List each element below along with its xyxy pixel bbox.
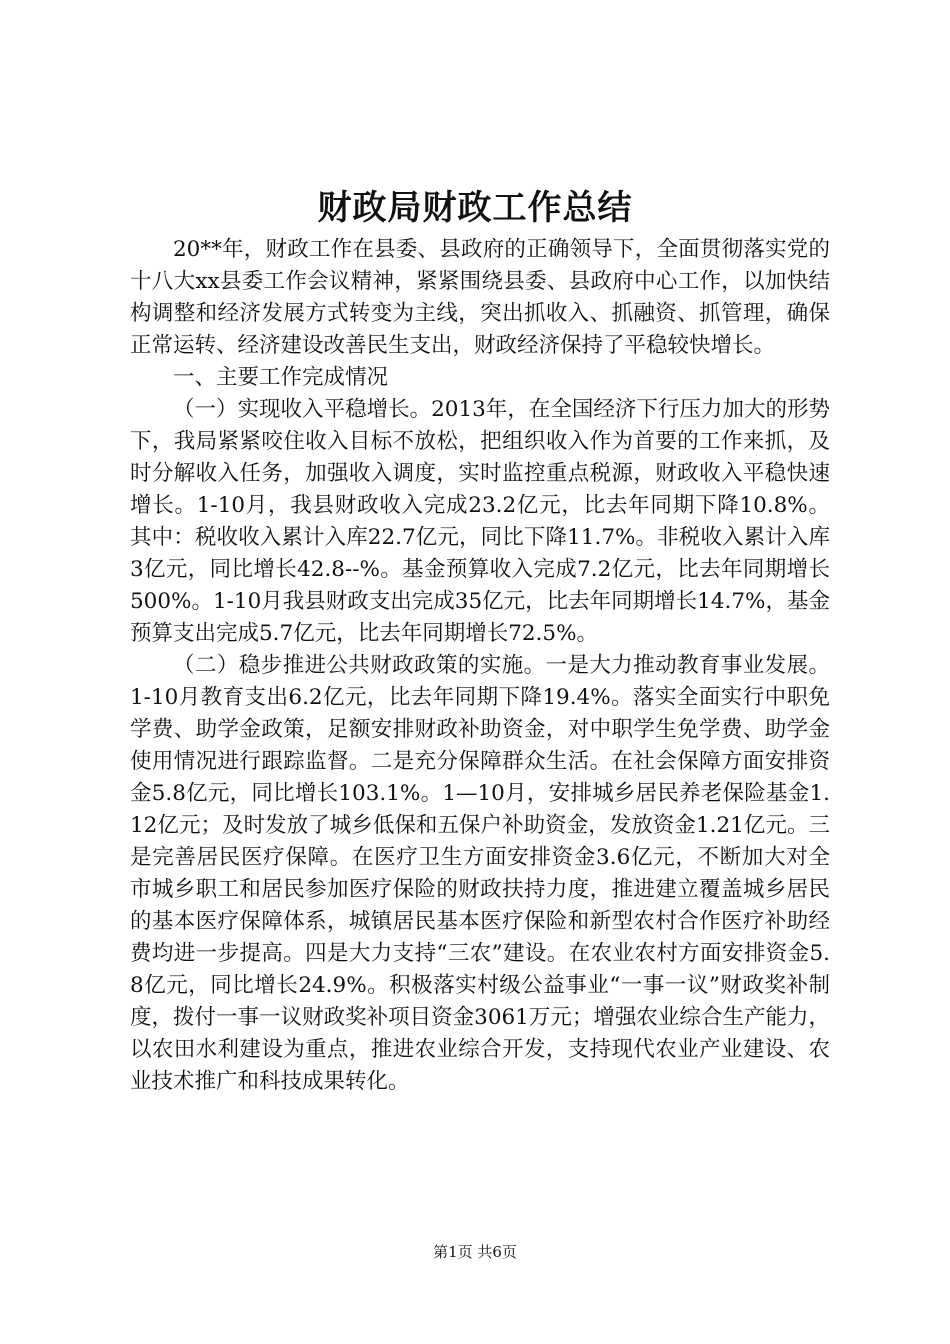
intro-paragraph: 20**年，财政工作在县委、县政府的正确领导下，全面贯彻落实党的十八大xx县委工作会议精神，紧紧围绕县委、县政府中心工作，以加快结构调整和经济发展方式转变为主线，突出抓收入、抓融资、抓管理，确保正常运转、经济建设改善民生支出，财政经济保持了平稳较快增长。 (130, 237, 830, 358)
page-footer: 第1页 共6页 (433, 1243, 517, 1261)
policy-paragraph: （二）稳步推进公共财政政策的实施。一是大力推动教育事业发展。1-10月教育支出6.2亿元，比去年同期下降19.4%。落实全面实行中职免学费、助学金政策，足额安排财政补助资金，对中职学生免学费、助学金使用情况进行跟踪监督。二是充分保障群众生活。在社会保障方面安排资金5.8亿元，同比增长103.1%。1—10月，安排城乡居民养老保险基金1.12亿元；及时发放了城乡低保和五保户补助资金，发放资金1.21亿元。三是完善居民医疗保障。在医疗卫生方面安排资金3.6亿元，不断加大对全市城乡职工和居民参加医疗保险的财政扶持力度，推进建立覆盖城乡居民的基本医疗保障体系，城镇居民基本医疗保险和新型农村合作医疗补助经费均进一步提高。四是大力支持“三农”建设。在农业农村方面安排资金5.8亿元，同比增长24.9%。积极落实村级公益事业“一事一议”财政奖补制度，拨付一事一议财政奖补项目资金3061万元；增强农业综合生产能力，以农田水利建设为重点，推进农业综合开发，支持现代农业产业建设、农业技术推广和科技成果转化。 (130, 653, 830, 1094)
document-title: 财政局财政工作总结 (317, 188, 633, 228)
document-body (130, 234, 830, 1098)
section-heading: 一、主要工作完成情况 (173, 365, 389, 390)
revenue-paragraph: （一）实现收入平稳增长。2013年，在全国经济下行压力加大的形势下，我局紧紧咬住收入目标不放松，把组织收入作为首要的工作来抓，及时分解收入任务，加强收入调度，实时监控重点税源，财政收入平稳快速增长。1-10月，我县财政收入完成23.2亿元，比去年同期下降10.8%。其中：税收收入累计入库22.7亿元，同比下降11.7%。非税收入累计入库3亿元，同比增长42.8--%。基金预算收入完成7.2亿元，比去年同期增长500%。1-10月我县财政支出完成35亿元，比去年同期增长14.7%，基金预算支出完成5.7亿元，比去年同期增长72.5%。 (130, 397, 830, 646)
